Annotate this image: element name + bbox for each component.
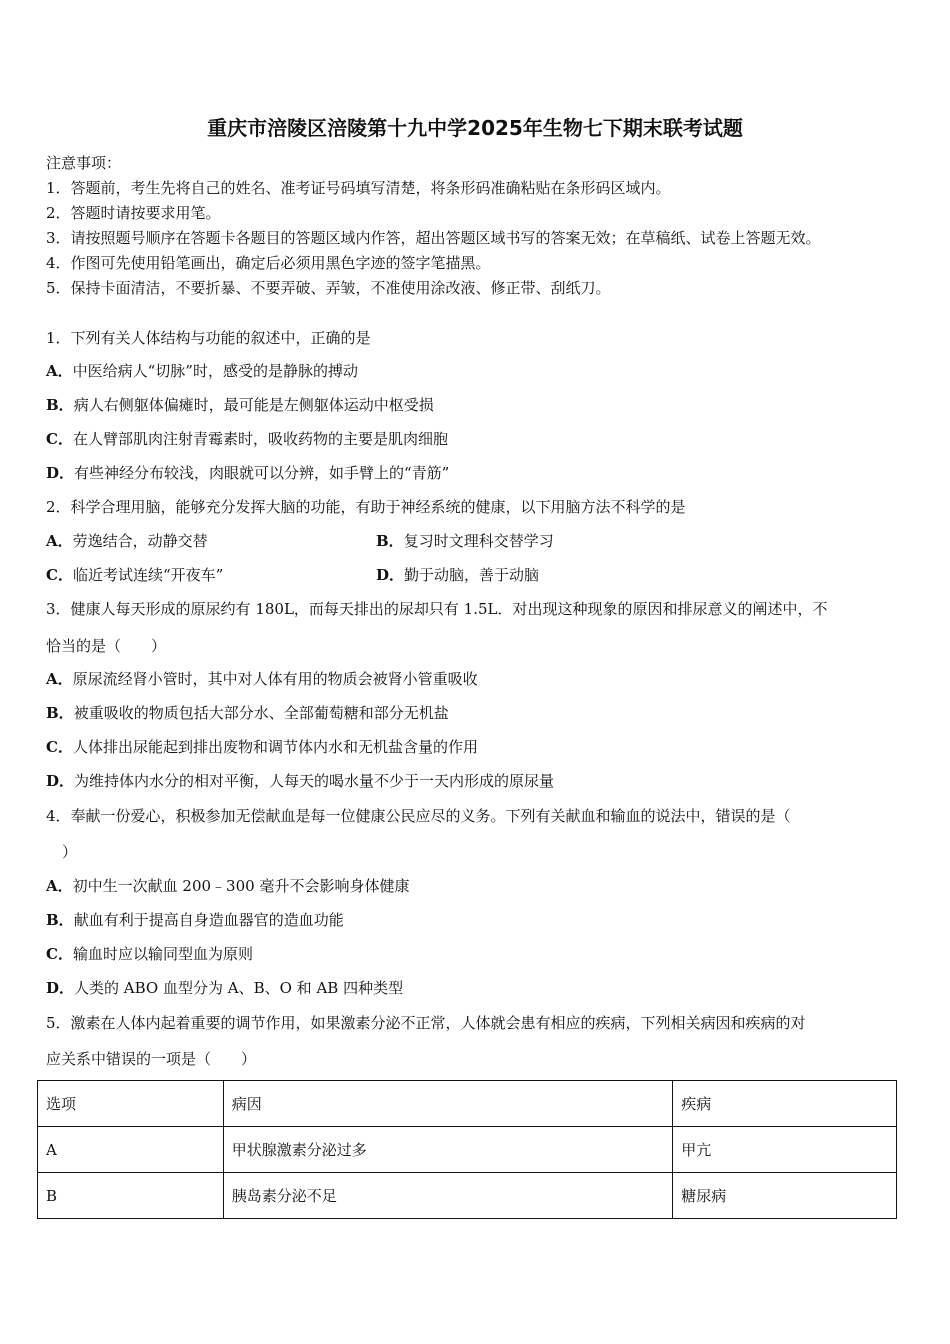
- option-item: [46, 530, 208, 551]
- option-item: [46, 875, 409, 896]
- option-text: 人体排出尿能起到排出废物和调节体内水和无机盐含量的作用: [72, 738, 478, 756]
- answer-table: [37, 1080, 897, 1219]
- notice-item: 1．答题前，考生先将自己的姓名、准考证号码填写清楚，将条形码准确粘贴在条形码区域内。: [46, 179, 671, 197]
- option-text: 临近考试连续“开夜车”: [72, 566, 224, 584]
- table-header-cell: 疾病: [673, 1081, 897, 1127]
- option-item: [46, 668, 478, 689]
- option-letter: D．: [46, 772, 75, 790]
- option-letter: D．: [376, 566, 405, 584]
- notice-item: 5．保持卡面清洁，不要折暴、不要弄破、弄皱，不准使用涂改液、修正带、刮纸刀。: [46, 279, 611, 297]
- table-row: [38, 1127, 897, 1173]
- option-item: [46, 428, 448, 449]
- question-stem: 2．科学合理用脑，能够充分发挥大脑的功能，有助于神经系统的健康，以下用脑方法不科学的是: [46, 498, 686, 516]
- option-letter: B．: [46, 911, 74, 929]
- option-item: [376, 530, 554, 551]
- question-stem-continued: ）: [62, 843, 78, 861]
- table-cell: A: [38, 1127, 224, 1173]
- option-item: [46, 943, 253, 964]
- option-letter: D．: [46, 979, 75, 997]
- option-text: 劳逸结合，动静交替: [72, 532, 208, 550]
- question-stem: 3．健康人每天形成的原尿约有 180L，而每天排出的尿却只有 1.5L．对出现这种现象的原因和排尿意义的阐述中，不: [46, 600, 828, 618]
- option-text: 原尿流经肾小管时，其中对人体有用的物质会被肾小管重吸收: [72, 670, 478, 688]
- table-cell: 胰岛素分泌不足: [223, 1173, 672, 1219]
- question-stem: 5．激素在人体内起着重要的调节作用，如果激素分泌不正常，人体就会患有相应的疾病，下列相关病因和疾病的对: [46, 1014, 806, 1032]
- question-stem-continued: 恰当的是（ ）: [46, 637, 167, 655]
- option-letter: A．: [46, 877, 73, 895]
- option-text: 中医给病人“切脉”时，感受的是静脉的搏动: [72, 362, 358, 380]
- question-stem: 4．奉献一份爱心，积极参加无偿献血是每一位健康公民应尽的义务。下列有关献血和输血的说法中，错误的是（: [46, 807, 791, 825]
- option-item: [46, 564, 223, 585]
- option-text: 献血有利于提高自身造血器官的造血功能: [73, 911, 344, 929]
- option-item: [46, 909, 344, 930]
- option-letter: D．: [46, 464, 75, 482]
- option-text: 复习时文理科交替学习: [403, 532, 554, 550]
- question-stem-continued: 应关系中错误的一项是（ ）: [46, 1050, 257, 1068]
- option-text: 人类的 ABO 血型分为 A、B、O 和 AB 四种类型: [74, 979, 404, 997]
- table-cell: B: [38, 1173, 224, 1219]
- option-text: 病人右侧躯体偏瘫时，最可能是左侧躯体运动中枢受损: [73, 396, 434, 414]
- option-letter: C．: [46, 430, 73, 448]
- option-item: [46, 770, 554, 791]
- option-text: 在人臂部肌肉注射青霉素时，吸收药物的主要是肌肉细胞: [72, 430, 448, 448]
- table-header-row: [38, 1081, 897, 1127]
- option-text: 被重吸收的物质包括大部分水、全部葡萄糖和部分无机盐: [73, 704, 449, 722]
- option-item: [46, 394, 434, 415]
- table-cell: 糖尿病: [673, 1173, 897, 1219]
- option-letter: B．: [46, 704, 74, 722]
- option-letter: A．: [46, 532, 73, 550]
- option-letter: C．: [46, 945, 73, 963]
- option-letter: B．: [376, 532, 404, 550]
- notice-item: 2．答题时请按要求用笔。: [46, 204, 221, 222]
- page-title: 重庆市涪陵区涪陵第十九中学2025年生物七下期末联考试题: [207, 116, 743, 140]
- table-header-cell: 病因: [223, 1081, 672, 1127]
- notice-heading: 注意事项：: [46, 154, 122, 172]
- option-item: [46, 462, 449, 483]
- notice-item: 3．请按照题号顺序在答题卡各题目的答题区域内作答，超出答题区域书写的答案无效；在草稿纸、试卷上答题无效。: [46, 229, 821, 247]
- option-letter: B．: [46, 396, 74, 414]
- option-item: [376, 564, 539, 585]
- table-header-cell: 选项: [38, 1081, 224, 1127]
- table-cell: 甲亢: [673, 1127, 897, 1173]
- table-row: [38, 1173, 897, 1219]
- option-item: [46, 702, 449, 723]
- option-letter: C．: [46, 738, 73, 756]
- option-letter: C．: [46, 566, 73, 584]
- option-item: [46, 360, 358, 381]
- option-text: 初中生一次献血 200﹣300 毫升不会影响身体健康: [72, 877, 410, 895]
- option-text: 输血时应以输同型血为原则: [72, 945, 253, 963]
- option-text: 勤于动脑，善于动脑: [404, 566, 540, 584]
- option-letter: A．: [46, 362, 73, 380]
- notice-item: 4．作图可先使用铅笔画出，确定后必须用黑色字迹的签字笔描黑。: [46, 254, 491, 272]
- option-text: 有些神经分布较浅，肉眼就可以分辨，如手臂上的“青筋”: [74, 464, 450, 482]
- option-text: 为维持体内水分的相对平衡，人每天的喝水量不少于一天内形成的原尿量: [74, 772, 555, 790]
- question-stem: 1．下列有关人体结构与功能的叙述中，正确的是: [46, 329, 371, 347]
- option-item: [46, 736, 478, 757]
- option-item: [46, 977, 403, 998]
- option-letter: A．: [46, 670, 73, 688]
- table-cell: 甲状腺激素分泌过多: [223, 1127, 672, 1173]
